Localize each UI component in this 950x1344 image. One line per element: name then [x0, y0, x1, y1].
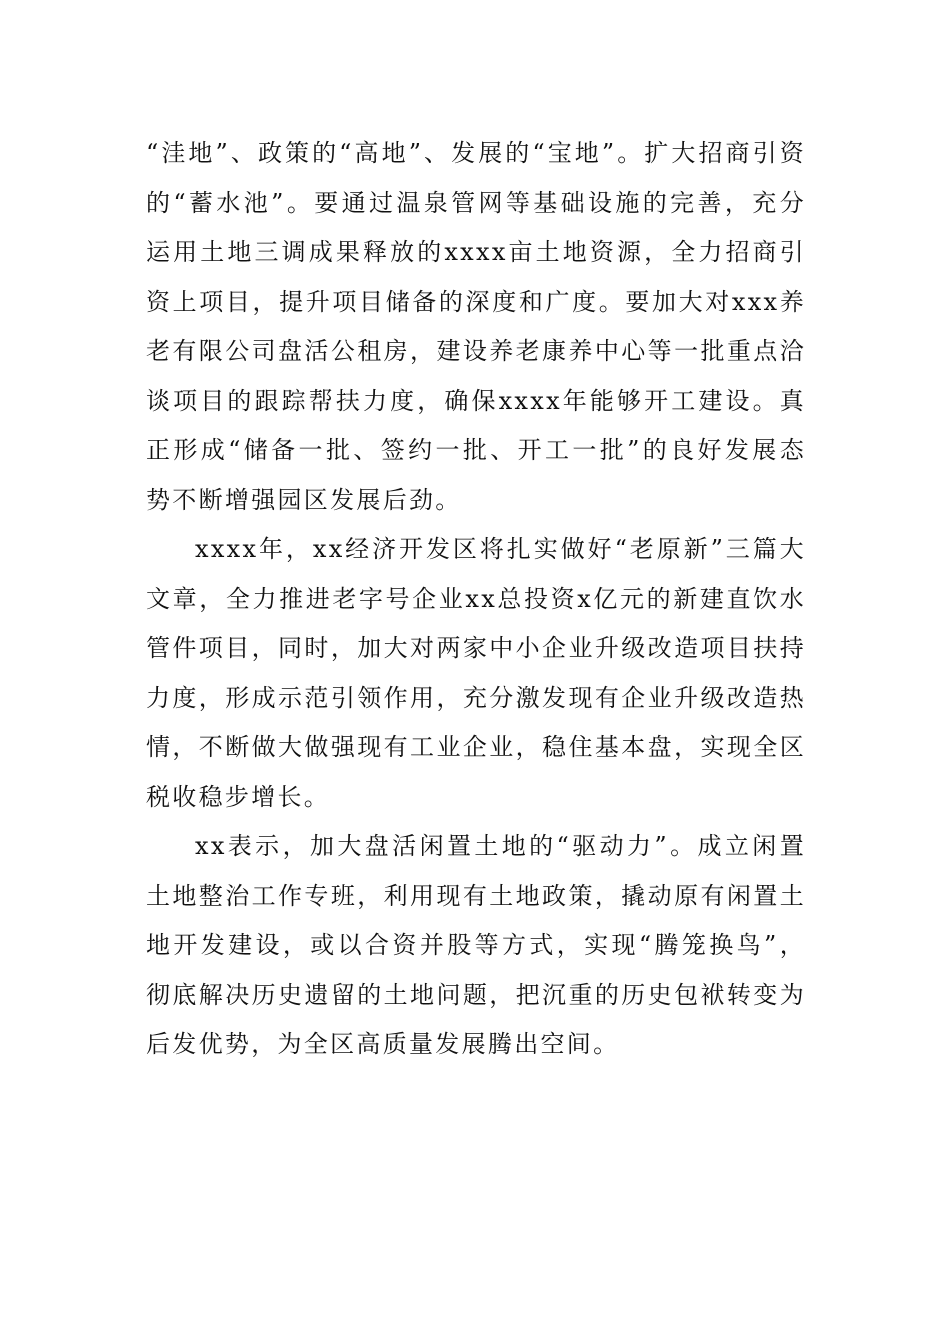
paragraph-continued: “洼地”、政策的“高地”、发展的“宝地”。扩大招商引资的“蓄水池”。要通过温泉管网等基础设施的完善，充分运用土地三调成果释放的xxxx亩土地资源，全力招商引资上项目，提升项目储备的深度和广度。要加大对xxx养老有限公司盘活公租房，建设养老康养中心等一批重点洽谈项目的跟踪帮扶力度，确保xxxx年能够开工建设。真正形成“储备一批、签约一批、开工一批”的良好发展态势不断增强园区发展后劲。 [146, 139, 806, 514]
paragraph-idle-land: xx表示，加大盘活闲置土地的“驱动力”。成立闲置土地整治工作专班，利用现有土地政策，撬动原有闲置土地开发建设，或以合资并股等方式，实现“腾笼换鸟”，彻底解决历史遗留的土地问题，把沉重的历史包袱转变为后发优势，为全区高质量发展腾出空间。 [146, 832, 806, 1058]
paragraph-economic-zone-plan: xxxx年，xx经济开发区将扎实做好“老原新”三篇大文章，全力推进老字号企业xx总投资x亿元的新建直饮水管件项目，同时，加大对两家中小企业升级改造项目扶持力度，形成示范引领作用，充分激发现有企业升级改造热情，不断做大做强现有工业企业，稳住基本盘，实现全区税收稳步增长。 [146, 535, 806, 811]
document-body [146, 129, 806, 1070]
